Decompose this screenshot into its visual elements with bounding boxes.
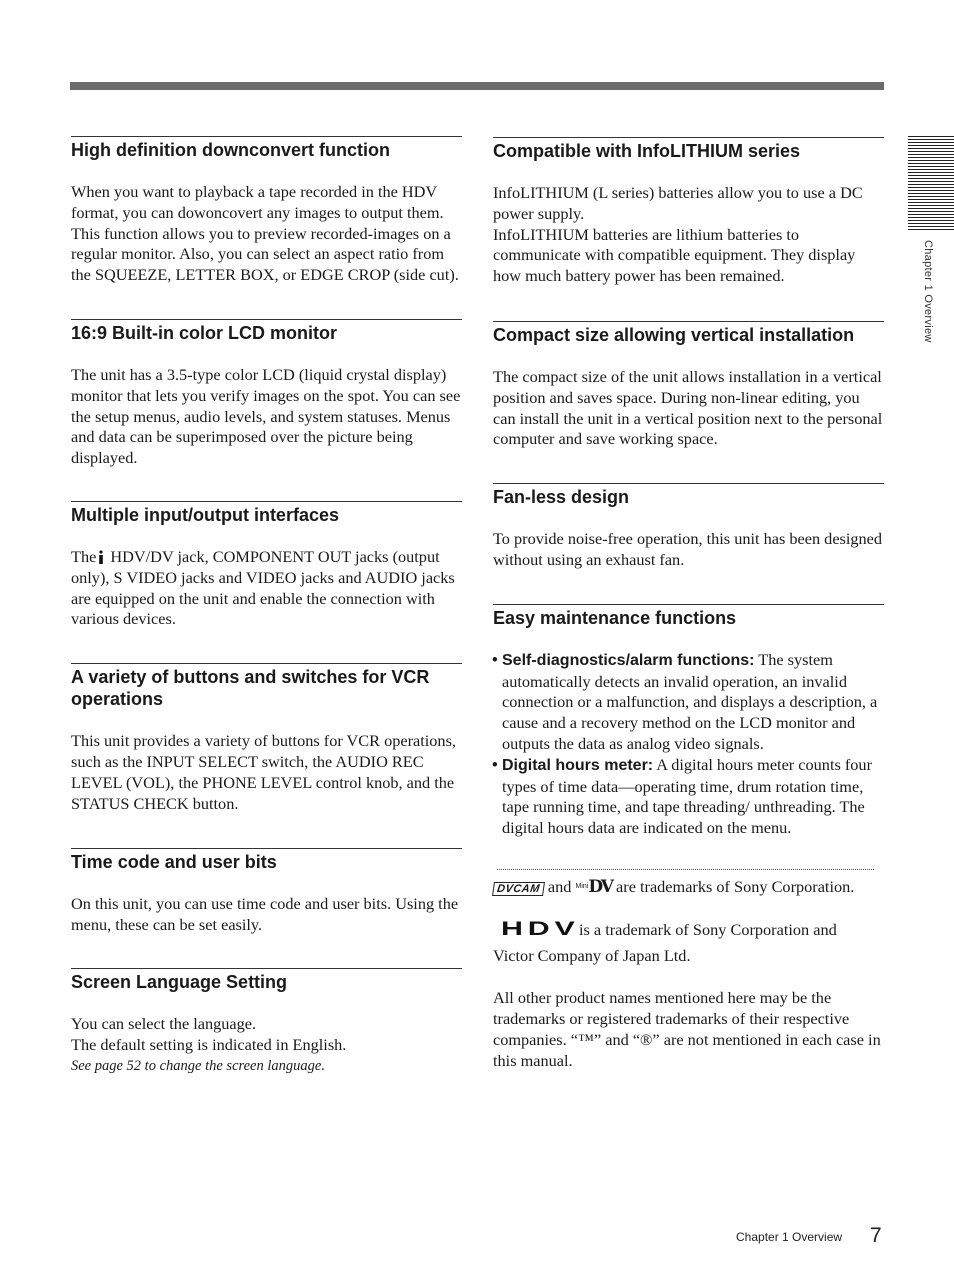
bullet-label: Digital hours meter: bbox=[502, 756, 654, 774]
trademark-and: and bbox=[543, 876, 576, 896]
section-downconvert bbox=[71, 136, 462, 286]
body-text: HDV/DV jack, COMPONENT OUT jacks (output only), S VIDEO jacks and VIDEO jacks and AUDIO jacks are equipped on the unit and enable the connection with various devices. bbox=[71, 546, 455, 629]
bullet-icon: • bbox=[492, 755, 498, 774]
section-heading: 16:9 Built-in color LCD monitor bbox=[71, 322, 338, 343]
list-item bbox=[493, 650, 884, 755]
section-body bbox=[71, 547, 462, 630]
section-body: The unit has a 3.5-type color LCD (liquid crystal display) monitor that lets you verify images on the spot. You can see the setup menus, audio levels, and system statuses. Menus and data can be superimposed over the picture being displayed. bbox=[71, 364, 461, 468]
minidv-logo bbox=[576, 877, 612, 898]
list-item bbox=[493, 755, 884, 839]
bullet-text: A digital hours meter counts four types of time data—operating time, drum rotation time, tape running time, and tape threading/ unthreading. The digital hours data are indicated on the menu. bbox=[502, 754, 872, 838]
maintenance-list bbox=[493, 650, 884, 839]
bullet-text: The system automatically detects an invalid operation, an invalid connection or a malfunction, and displays a description, a cause and a recovery method on the LCD monitor and outputs the data as analog video signals. bbox=[502, 649, 878, 753]
section-body: On this unit, you can use time code and user bits. Using the menu, these can be set easily. bbox=[71, 894, 459, 935]
hdv-trademark-text-2: Victor Company of Japan Ltd. bbox=[493, 945, 691, 965]
section-heading: Easy maintenance functions bbox=[493, 607, 737, 628]
section-heading: Multiple input/output interfaces bbox=[71, 504, 339, 525]
body-prefix: The bbox=[71, 546, 97, 566]
chapter-thumb-tab bbox=[908, 136, 954, 230]
section-body-line: InfoLITHIUM (L series) batteries allow you to use a DC power supply. bbox=[493, 183, 863, 223]
section-fanless bbox=[493, 483, 884, 571]
section-vcr-buttons bbox=[71, 663, 462, 814]
dvcam-logo: DVCAM bbox=[492, 882, 545, 896]
section-heading: A variety of buttons and switches for VCR operations bbox=[71, 667, 430, 710]
section-body: This unit provides a variety of buttons for VCR operations, such as the INPUT SELECT switch, the AUDIO REC LEVEL (VOL), the PHONE LEVEL control knob, and the STATUS CHECK button. bbox=[71, 731, 456, 813]
page-reference: See page 52 to change the screen language. bbox=[71, 1057, 325, 1074]
section-compact-size bbox=[493, 321, 884, 450]
section-body-line: InfoLITHIUM batteries are lithium batteries to communicate with compatible equipment. They display how much battery power has been remained. bbox=[493, 224, 856, 286]
section-body: The compact size of the unit allows installation in a vertical position and saves space. During non-linear editing, you can install the unit in a vertical position next to the personal computer and save working space. bbox=[493, 366, 883, 449]
section-infolithium bbox=[493, 137, 884, 287]
section-heading: Time code and user bits bbox=[71, 852, 277, 873]
minidv-logo-mini: Mini bbox=[575, 882, 589, 890]
hdv-trademark-line bbox=[493, 920, 884, 941]
trademark-block bbox=[493, 869, 884, 1072]
right-column bbox=[493, 137, 884, 1072]
bullet-icon: • bbox=[492, 650, 498, 669]
ilink-icon bbox=[98, 549, 104, 563]
hdv-trademark-text: is a trademark of Sony Corporation and bbox=[579, 919, 837, 939]
footer-chapter: Chapter 1 Overview bbox=[736, 1230, 843, 1244]
bullet-label: Self-diagnostics/alarm functions: bbox=[502, 651, 755, 669]
section-body: When you want to playback a tape recorded in the HDV format, you can dowoncovert any images to output them. This function allows you to preview recorded-images on a regular monitor. Also, you can select an aspect ratio from the SQUEEZE, LETTER BOX, or EDGE CROP (side cut). bbox=[71, 182, 459, 285]
section-heading: Compatible with InfoLITHIUM series bbox=[493, 141, 801, 161]
section-heading: Screen Language Setting bbox=[71, 971, 288, 992]
page-number: 7 bbox=[870, 1224, 882, 1247]
trademark-line bbox=[493, 877, 884, 898]
section-language bbox=[71, 968, 462, 1076]
section-maintenance bbox=[493, 604, 884, 839]
section-lcd-monitor bbox=[71, 319, 462, 469]
side-chapter-label: Chapter 1 Overview bbox=[922, 240, 934, 343]
section-heading: High definition downconvert function bbox=[71, 140, 390, 160]
top-rule-bar bbox=[70, 82, 884, 90]
other-trademarks: All other product names mentioned here may be the trademarks or registered trademarks of their respective companies. “™” and “®” are not mentioned in each case in this manual. bbox=[493, 988, 881, 1070]
section-body-line: You can select the language. bbox=[71, 1013, 257, 1033]
section-body: To provide noise-free operation, this unit has been designed without using an exhaust fan. bbox=[493, 529, 883, 569]
section-heading: Fan-less design bbox=[493, 487, 630, 508]
section-body-line: The default setting is indicated in English. bbox=[71, 1034, 347, 1054]
section-time-code bbox=[71, 848, 462, 936]
hdv-logo: HDV bbox=[501, 918, 580, 940]
section-interfaces bbox=[71, 501, 462, 630]
section-heading: Compact size allowing vertical installation bbox=[493, 324, 855, 345]
left-column bbox=[71, 136, 462, 1076]
minidv-logo-dv: DV bbox=[588, 876, 612, 897]
dotted-divider bbox=[497, 869, 874, 870]
trademark-sony: are trademarks of Sony Corporation. bbox=[611, 876, 855, 896]
